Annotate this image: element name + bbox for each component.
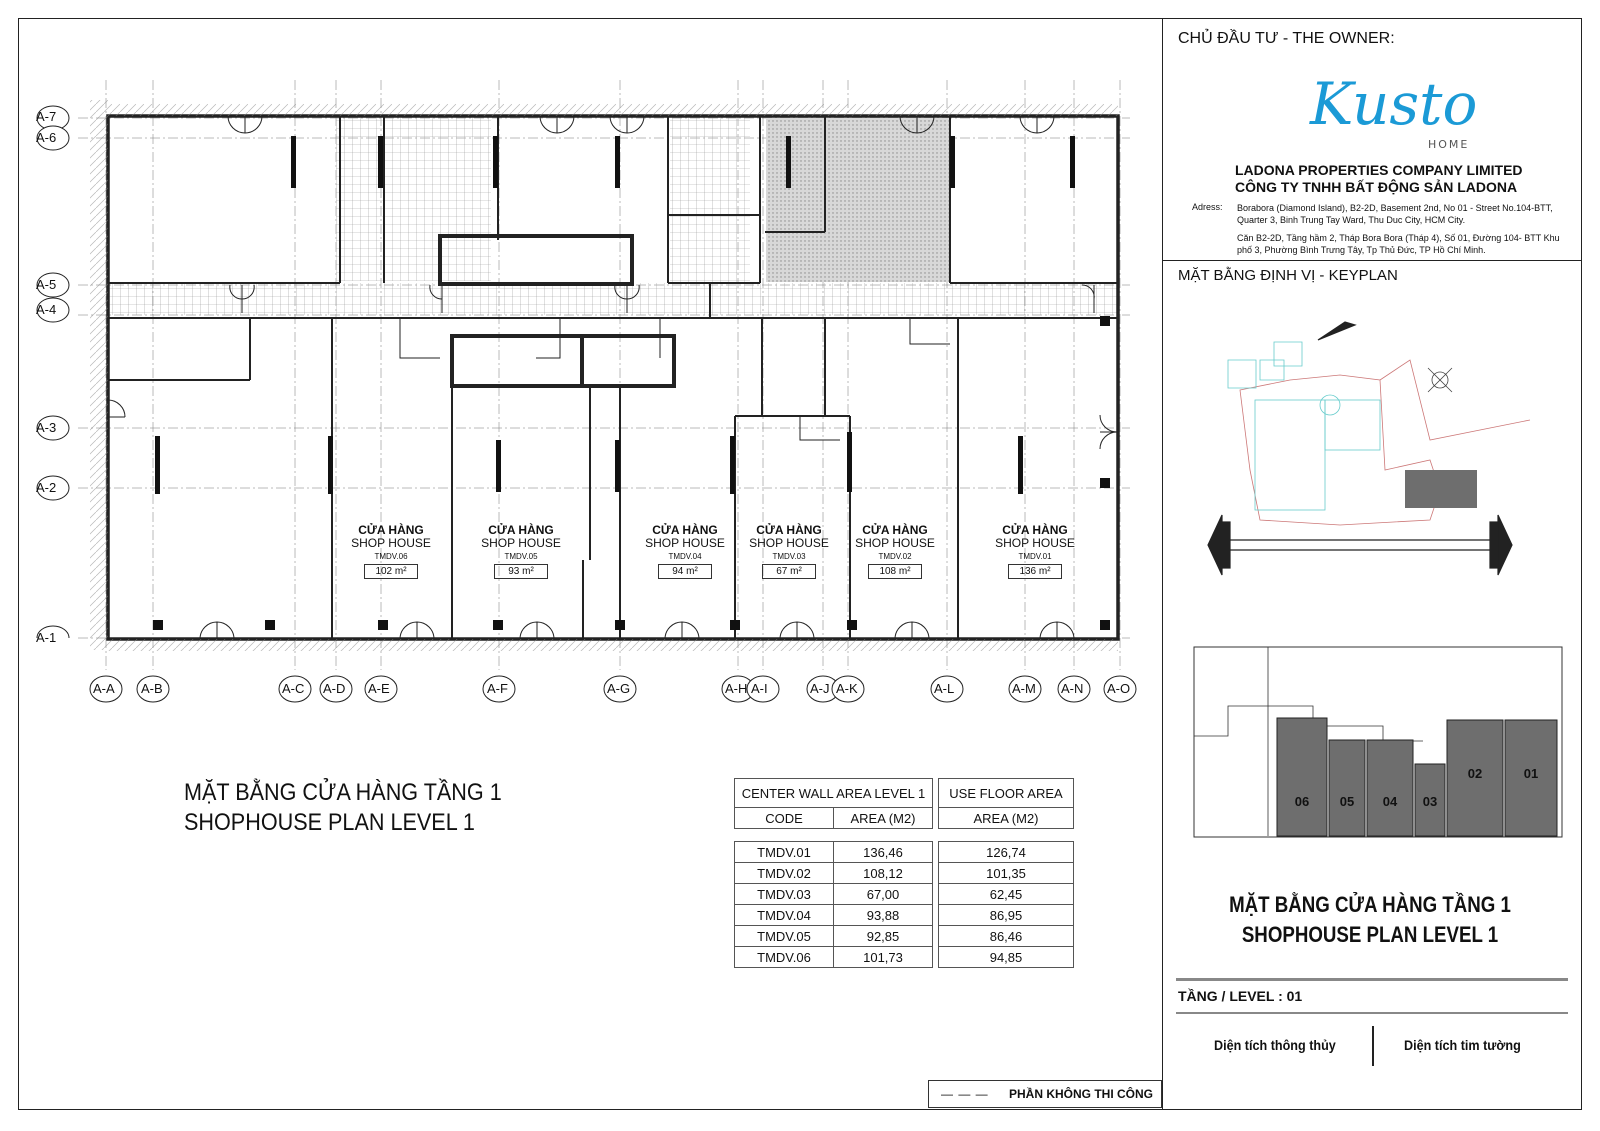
grid-col-label: A-G (607, 681, 631, 696)
shop-subtitle: SHOP HOUSE (481, 536, 561, 550)
shop-title: CỬA HÀNG (488, 523, 554, 537)
cell-wall: 67,00 (834, 884, 933, 905)
plan-title-en: SHOPHOUSE PLAN LEVEL 1 (184, 809, 475, 836)
table-row (939, 863, 1074, 884)
logo-brand: Kusto (1310, 70, 1478, 138)
shop-subtitle: SHOP HOUSE (995, 536, 1075, 550)
shop-label-tmdv03 (744, 524, 834, 579)
cell-use: 94,85 (939, 947, 1074, 968)
table-row (735, 863, 933, 884)
grid-col-label: A-L (934, 681, 955, 696)
shop-code: TMDV.03 (772, 552, 806, 561)
table-row (939, 926, 1074, 947)
level-bar-bottom (1176, 1012, 1568, 1014)
keyplan-label: MẶT BẰNG ĐỊNH VỊ - KEYPLAN (1178, 267, 1398, 284)
table-row (735, 842, 933, 863)
plan-title-vn: MẶT BẰNG CỬA HÀNG TẦNG 1 (184, 779, 502, 806)
table-row (735, 905, 933, 926)
shop-area: 102 m² (364, 564, 418, 579)
cell-wall: 93,88 (834, 905, 933, 926)
shop-title: CỬA HÀNG (358, 523, 424, 537)
col-code-header: CODE (735, 808, 834, 829)
cell-use: 101,35 (939, 863, 1074, 884)
unit-label: 04 (1382, 794, 1398, 809)
table-row (939, 905, 1074, 926)
sheet-title (1209, 890, 1532, 950)
cell-code: TMDV.06 (735, 947, 834, 968)
table-header-right: USE FLOOR AREA (939, 779, 1074, 808)
grid-col-label: A-H (725, 681, 748, 696)
grid-col-label: A-A (93, 681, 115, 696)
shop-title: CỬA HÀNG (862, 523, 928, 537)
grid-row-label: A-4 (36, 302, 57, 317)
cell-use: 62,45 (939, 884, 1074, 905)
grid-row-label: A-1 (36, 630, 57, 645)
address-label: Adress: (1192, 202, 1223, 212)
shop-code: TMDV.01 (1018, 552, 1052, 561)
table-row (735, 884, 933, 905)
shop-code: TMDV.04 (668, 552, 702, 561)
grid-row-label: A-7 (36, 109, 57, 124)
grid-row-label: A-3 (36, 420, 57, 435)
shop-code: TMDV.05 (504, 552, 538, 561)
unit-label: 02 (1467, 766, 1483, 781)
net-area-legend: Diện tích thông thủy (1214, 1037, 1336, 1053)
grid-col-label: A-B (141, 681, 163, 696)
center-wall-area-table (734, 778, 933, 968)
grid-row-label: A-6 (36, 130, 57, 145)
shop-area: 108 m² (868, 564, 922, 579)
shop-area: 94 m² (658, 564, 712, 579)
shop-area: 136 m² (1008, 564, 1062, 579)
shop-title: CỬA HÀNG (1002, 523, 1068, 537)
level-label: TẦNG / LEVEL : 01 (1178, 988, 1303, 1004)
table-row (939, 947, 1074, 968)
use-floor-area-table (938, 778, 1074, 968)
cell-wall: 136,46 (834, 842, 933, 863)
shop-label-tmdv05 (476, 524, 566, 579)
grid-col-label: A-E (368, 681, 390, 696)
level-bar-top (1176, 978, 1568, 981)
shop-area: 93 m² (494, 564, 548, 579)
shop-label-tmdv01 (990, 524, 1080, 579)
divider-line (1162, 260, 1582, 261)
legend-text: PHẦN KHÔNG THI CÔNG (1009, 1087, 1153, 1101)
cell-code: TMDV.01 (735, 842, 834, 863)
col-use-header: AREA (M2) (939, 808, 1074, 829)
cell-code: TMDV.05 (735, 926, 834, 947)
unit-keyplan (1193, 646, 1565, 842)
unit-label: 03 (1422, 794, 1438, 809)
row-bubbles (28, 98, 78, 638)
site-keyplan (1200, 320, 1550, 590)
legend-box (928, 1080, 1162, 1108)
grid-col-label: A-N (1061, 681, 1084, 696)
grid-col-label: A-C (282, 681, 305, 696)
sheet-title-vn: MẶT BẰNG CỬA HÀNG TẦNG 1 (1229, 892, 1511, 917)
cell-wall: 101,73 (834, 947, 933, 968)
cell-wall: 108,12 (834, 863, 933, 884)
logo-sub: HOME (1428, 138, 1470, 151)
table-row (939, 842, 1074, 863)
wall-area-legend: Diện tích tim tường (1404, 1037, 1521, 1053)
unit-label: 01 (1523, 766, 1539, 781)
building-footprint (1405, 470, 1477, 508)
legend-dashes: — — — (941, 1087, 989, 1101)
grid-col-label: A-J (810, 681, 830, 696)
cell-code: TMDV.04 (735, 905, 834, 926)
table-header-left: CENTER WALL AREA LEVEL 1 (735, 779, 933, 808)
shop-label-tmdv02 (850, 524, 940, 579)
owner-label: CHỦ ĐẦU TƯ - THE OWNER: (1178, 30, 1395, 47)
grid-col-label: A-F (487, 681, 508, 696)
unit-06 (1277, 718, 1327, 836)
shop-label-tmdv06 (346, 524, 436, 579)
cell-code: TMDV.02 (735, 863, 834, 884)
cell-use: 126,74 (939, 842, 1074, 863)
table-row (735, 926, 933, 947)
grid-col-label: A-M (1012, 681, 1036, 696)
shop-title: CỬA HÀNG (756, 523, 822, 537)
legend-separator (1372, 1026, 1374, 1066)
address-en: Borabora (Diamond Island), B2-2D, Basement 2nd, No 01 - Street No.104-BTT, Quarter 3, Binh Trung Tay Ward, Thu Duc City, HCM City. (1237, 203, 1553, 225)
shop-area: 67 m² (762, 564, 816, 579)
col-area-header: AREA (M2) (834, 808, 933, 829)
floor-plan (0, 0, 1160, 720)
shop-subtitle: SHOP HOUSE (351, 536, 431, 550)
cell-use: 86,95 (939, 905, 1074, 926)
unit-04 (1367, 740, 1413, 836)
cell-code: TMDV.03 (735, 884, 834, 905)
sheet-title-en: SHOPHOUSE PLAN LEVEL 1 (1241, 922, 1499, 947)
grid-col-label: A-O (1107, 681, 1131, 696)
address-vn: Căn B2-2D, Tầng hầm 2, Tháp Bora Bora (Tháp 4), Số 01, Đường 104- BTT Khu phố 3, Phường Bình Trưng Tây, Tp Thủ Đức, TP Hồ Chí Minh. (1237, 233, 1560, 255)
shop-label-tmdv04 (640, 524, 730, 579)
company-name-vn: CÔNG TY TNHH BẤT ĐỘNG SẢN LADONA (1235, 179, 1518, 195)
unit-label: 05 (1339, 794, 1355, 809)
shop-code: TMDV.06 (374, 552, 408, 561)
grid-col-label: A-K (836, 681, 858, 696)
unit-label: 06 (1294, 794, 1310, 809)
table-row (939, 884, 1074, 905)
cell-use: 86,46 (939, 926, 1074, 947)
plan-title (184, 778, 502, 838)
shop-subtitle: SHOP HOUSE (645, 536, 725, 550)
shop-title: CỬA HÀNG (652, 523, 718, 537)
title-block-divider (1162, 18, 1163, 1110)
cell-wall: 92,85 (834, 926, 933, 947)
table-row (735, 947, 933, 968)
shop-code: TMDV.02 (878, 552, 912, 561)
grid-row-label: A-2 (36, 480, 57, 495)
shop-subtitle: SHOP HOUSE (855, 536, 935, 550)
shop-subtitle: SHOP HOUSE (749, 536, 829, 550)
grid-col-label: A-I (751, 681, 768, 696)
grid-col-label: A-D (323, 681, 346, 696)
company-name-en: LADONA PROPERTIES COMPANY LIMITED (1235, 162, 1523, 178)
unit-05 (1329, 740, 1365, 836)
kusto-logo (1300, 52, 1490, 152)
grid-row-label: A-5 (36, 277, 57, 292)
